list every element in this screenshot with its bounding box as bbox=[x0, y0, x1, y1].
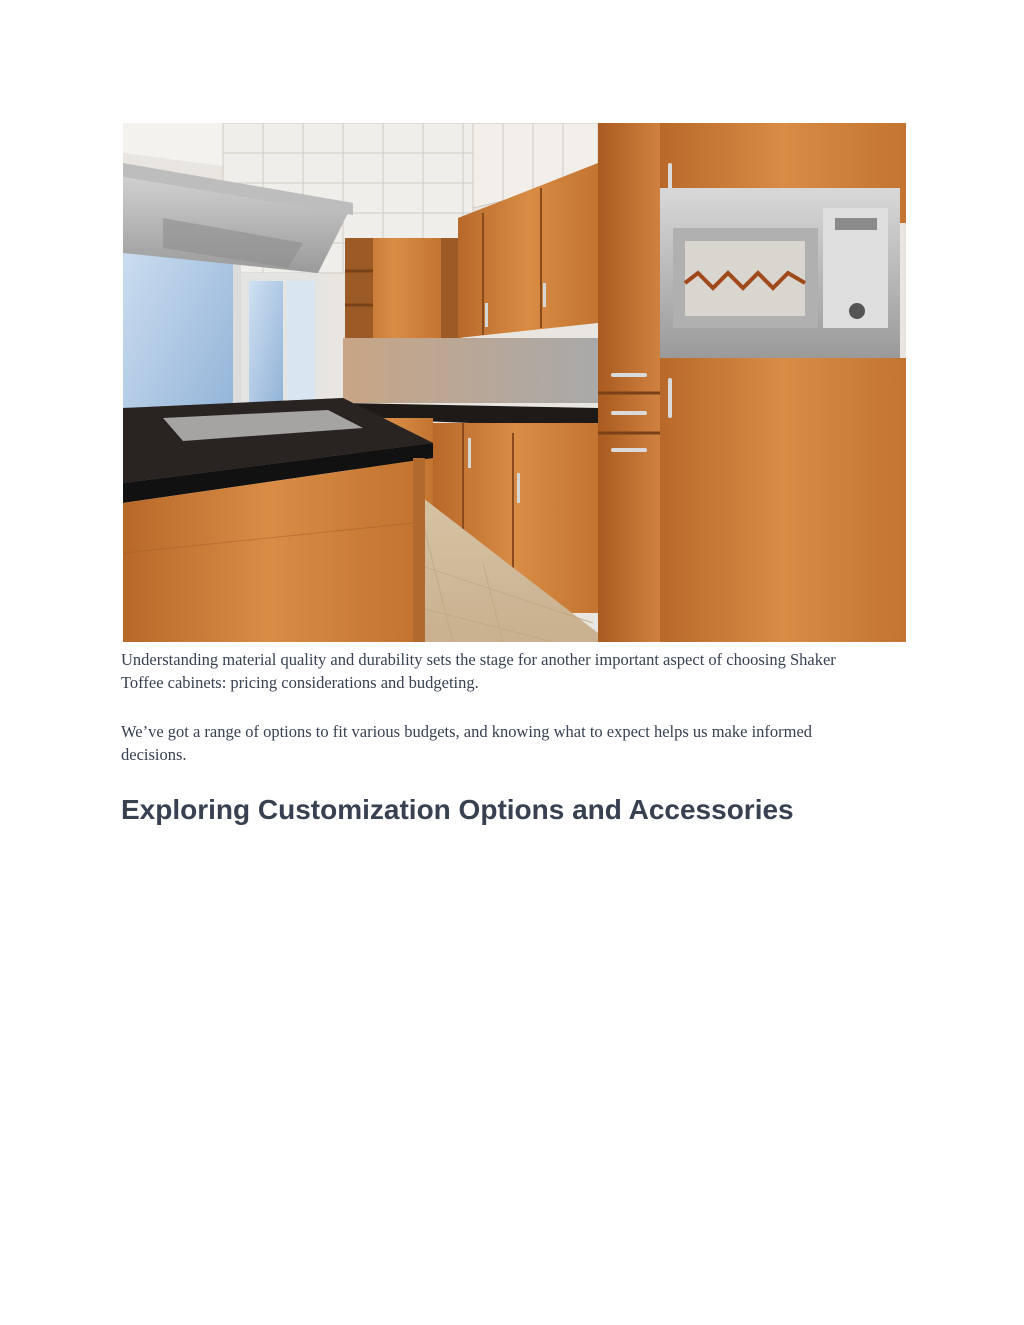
paragraph-material-quality: Understanding material quality and durability sets the stage for another important aspect of choosing Shaker Toffee cabinets: pricing considerations and budgeting. bbox=[121, 650, 836, 692]
paragraph-budget-options: We’ve got a range of options to fit various budgets, and knowing what to expect helps us make informed decisions. bbox=[121, 722, 813, 764]
kitchen-photo bbox=[123, 123, 906, 642]
section-heading: Exploring Customization Options and Accessories bbox=[121, 794, 794, 825]
kitchen-illustration bbox=[123, 123, 906, 642]
